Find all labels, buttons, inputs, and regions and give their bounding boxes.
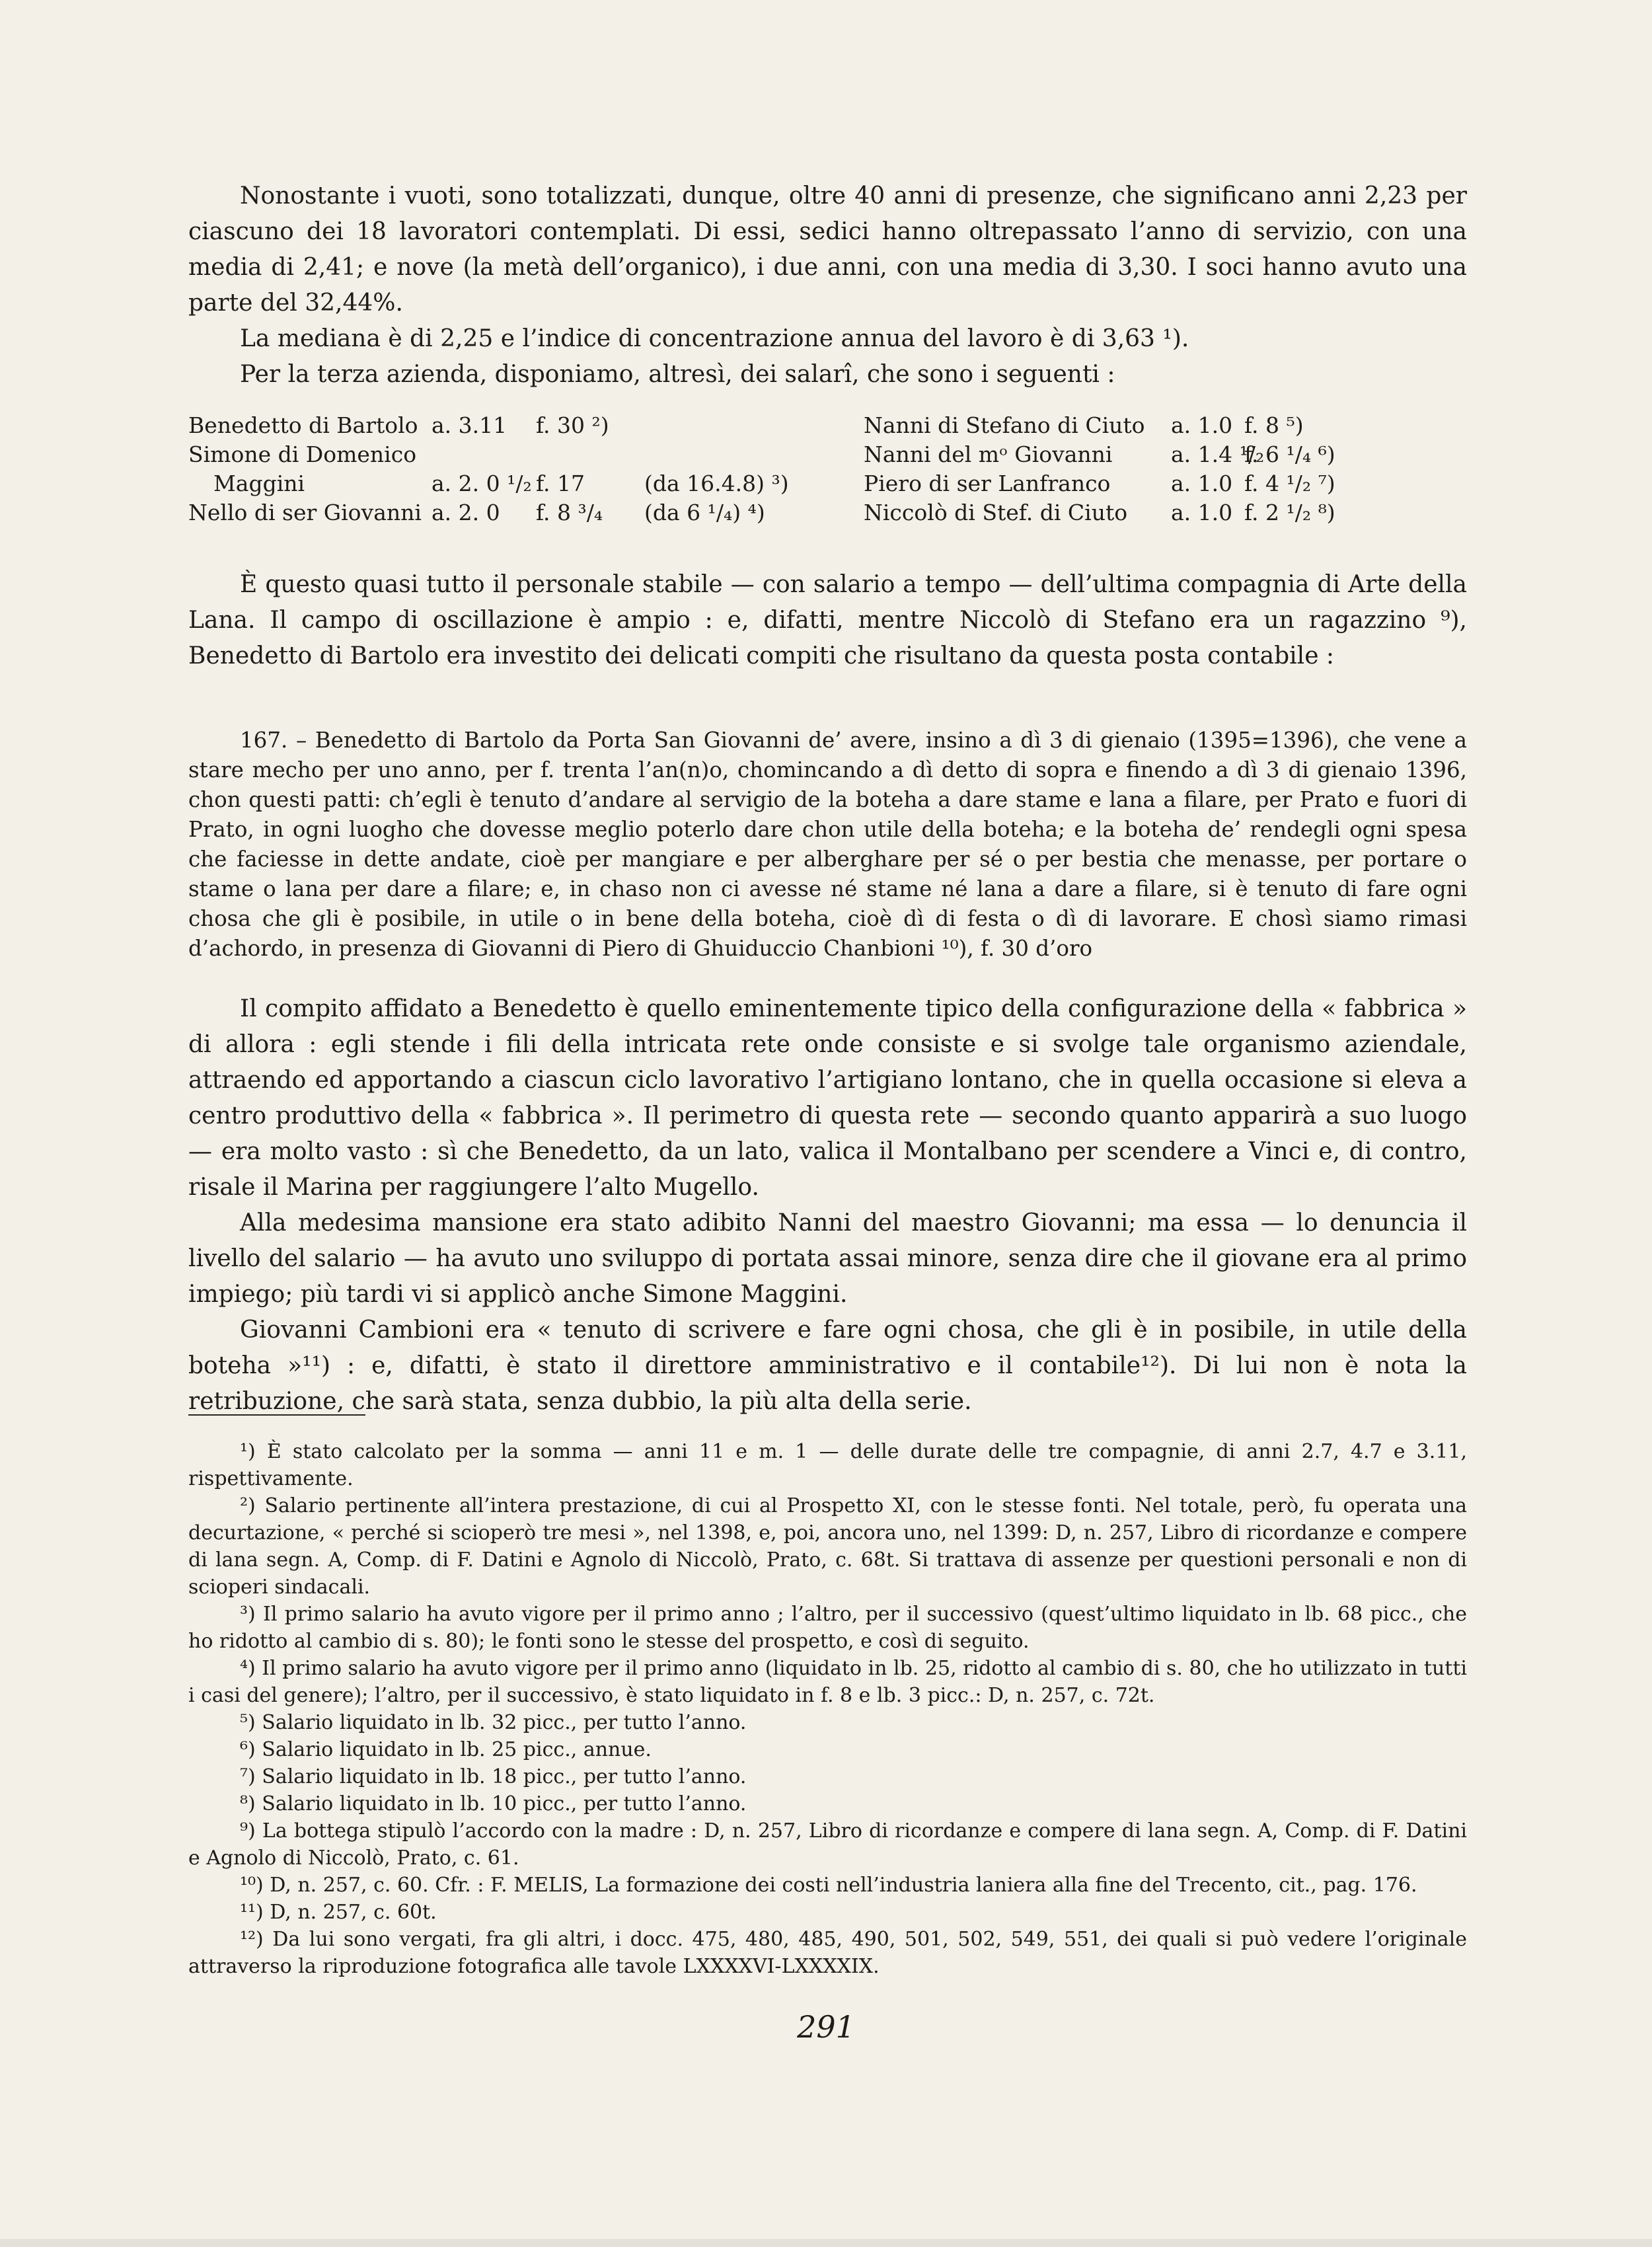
worker-name: Benedetto di Bartolo [188,412,418,438]
ledger-entry [188,726,1467,964]
worker-years: a. 1.0 [1171,500,1233,525]
footnote: ⁴) Il primo salario ha avuto vigore per il primo anno (liquidato in lb. 25, ridotto al cambio di s. 80, che ho utilizzato in tutti i casi del genere); l’altro, per il successivo, è stato liquidato in f. 8 e lb. 3 picc.: D, n. 257, c. 72t. [188,1657,1467,1707]
footnote: ⁶) Salario liquidato in lb. 25 picc., annue. [240,1738,652,1761]
worker-pay: f. 8 ³/₄ [536,500,603,525]
footnote: ³) Il primo salario ha avuto vigore per il primo anno ; l’altro, per il successivo (quest’ultimo liquidato in lb. 68 picc., che ho ridotto al cambio di s. 80); le fonti sono le stesse del prospetto, e così di seguito. [188,1603,1467,1653]
worker-name: Niccolò di Stef. di Ciuto [864,500,1128,525]
intro-paragraph: Nonostante i vuoti, sono totalizzati, dunque, oltre 40 anni di presenze, che significano anni 2,23 per ciascuno dei 18 lavoratori contemplati. Di essi, sedici hanno oltrepassato l’anno di servizio, con una media di 2,41; e nove (la metà dell’organico), i due anni, con una media di 3,30. I soci hanno avuto una parte del 32,44%. [188,182,1467,317]
footnote: ¹¹) D, n. 257, c. 60t. [240,1901,437,1924]
worker-pay: f. 6 ¹/₄ ⁶) [1244,441,1335,467]
worker-pay: f. 2 ¹/₂ ⁸) [1244,500,1335,525]
page-number: 291 [797,2009,855,2045]
worker-pay-note: (da 16.4.8) ³) [644,471,789,496]
body-paragraph: Alla medesima mansione era stato adibito Nanni del maestro Giovanni; ma essa — lo denuncia il livello del salario — ha avuto uno sviluppo di portata assai minore, senza dire che il giovane era al primo impiego; più tardi vi si applicò anche Simone Maggini. [188,1209,1467,1308]
worker-years: a. 1.0 [1171,471,1233,496]
worker-pay: f. 17 [536,471,585,496]
footnote: ²) Salario pertinente all’intera prestazione, di cui al Prospetto XI, con le stesse fonti. Nel totale, però, fu operata una decurtazione, « perché si scioperò tre mesi », nel 1398, e, poi, ancora uno, nel 1399: D, n. 257, Libro di ricordanze e compere di lana segn. A, Comp. di F. Datini e Agnolo di Niccolò, Prato, c. 68t. Si trattava di assenze per questioni personali e non di scioperi sindacali. [188,1494,1467,1599]
scan-edge [0,2239,1652,2247]
salary-row [188,440,1470,469]
worker-years: a. 1.4 ¹/₂ [1171,441,1265,467]
worker-pay-note: (da 6 ¹/₄) ⁴) [644,500,765,525]
intro-section [188,178,1467,393]
worker-name: Maggini [213,471,305,496]
footnote: ¹) È stato calcolato per la somma — anni 11 e m. 1 — delle durate delle tre compagnie, di anni 2.7, 4.7 e 3.11, rispettivamente. [188,1440,1467,1490]
body-section [188,991,1467,1420]
worker-name: Simone di Domenico [188,441,417,467]
worker-pay: f. 4 ¹/₂ ⁷) [1244,471,1335,496]
body-paragraph: Il compito affidato a Benedetto è quello eminentemente tipico della configurazione della « fabbrica » di allora : egli stende i fili della intricata rete onde consiste e si svolge tale organismo aziendale, attraendo ed apportando a ciascun ciclo lavorativo l’artigiano lontano, che in quella occasione si eleva a centro produttivo della « fabbrica ». Il perimetro di questa rete — secondo quanto apparirà a suo luogo — era molto vasto : sì che Benedetto, da un lato, valica il Montalbano per scendere a Vinci e, di contro, risale il Marina per raggiungere l’alto Mugello. [188,995,1467,1201]
worker-pay: f. 8 ⁵) [1244,412,1304,438]
worker-years: a. 2. 0 ¹/₂ [432,471,532,496]
worker-years: a. 3.11 [432,412,507,438]
footnote: ⁸) Salario liquidato in lb. 10 picc., per tutto l’anno. [240,1792,747,1815]
worker-name: Piero di ser Lanfranco [864,471,1111,496]
salary-row [188,469,1470,498]
footnote: ¹⁰) D, n. 257, c. 60. Cfr. : F. MELIS, La formazione dei costi nell’industria laniera alla fine del Trecento, cit., pag. 176. [240,1874,1417,1897]
salary-row [188,411,1470,440]
worker-years: a. 1.0 [1171,412,1233,438]
worker-name: Nanni del mᵒ Giovanni [864,441,1113,467]
footnote: ⁷) Salario liquidato in lb. 18 picc., per tutto l’anno. [240,1765,747,1788]
ledger-entry-text: 167. – Benedetto di Bartolo da Porta San Giovanni de’ avere, insino a dì 3 di gienaio (1395=1396), che vene a stare mecho per uno anno, per f. trenta l’an(n)o, chomincando a dì detto di sopra e finendo a dì 3 di gienaio 1396, chon questi patti: ch’egli è tenuto d’andare al servigio de la boteha a dare stame e lana a filare, per Prato e fuori di Prato, in ogni luogho che dovesse meglio poterlo dare chon utile della boteha; e la boteha de’ rendegli ogni spesa che faciesse in dette andate, cioè per mangiare e per alberghare per sé o per bestia che menasse, per portare o stame o lana per dare a filare; e, in chaso non ci avesse né stame né lana a dare a filare, si è tenuto di fare ogni chosa che gli è posibile, in utile o in bene della boteha, cioè dì di festa o dì di lavorare. E chosì siamo rimasi d’achordo, in presenza di Giovanni di Piero di Ghuiduccio Chanbioni ¹⁰), f. 30 d’oro [188,728,1467,961]
personnel-section [188,567,1467,674]
intro-paragraph: Per la terza azienda, disponiamo, altresì, dei salarî, che sono i seguenti : [240,361,1115,388]
footnote: ¹²) Da lui sono vergati, fra gli altri, i docc. 475, 480, 485, 490, 501, 502, 549, 551, dei quali si può vedere l’originale attraverso la riproduzione fotografica alle tavole LXXXXVI-LXXXXIX. [188,1928,1467,1978]
footnote: ⁹) La bottega stipulò l’accordo con la madre : D, n. 257, Libro di ricordanze e compere di lana segn. A, Comp. di F. Datini e Agnolo di Niccolò, Prato, c. 61. [188,1819,1467,1870]
body-paragraph: È questo quasi tutto il personale stabile — con salario a tempo — dell’ultima compagnia di Arte della Lana. Il campo di oscillazione è ampio : e, difatti, mentre Niccolò di Stefano era un ragazzino ⁹), Benedetto di Bartolo era investito dei delicati compiti che risultano da questa posta contabile : [188,571,1467,669]
worker-name: Nello di ser Giovanni [188,500,422,525]
footnote: ⁵) Salario liquidato in lb. 32 picc., per tutto l’anno. [240,1711,747,1734]
body-paragraph: Giovanni Cambioni era « tenuto di scrivere e fare ogni chosa, che gli è in posibile, in utile della boteha »¹¹) : e, difatti, è stato il direttore amministrativo e il contabile¹²). Di lui non è nota la retribuzione, che sarà stata, senza dubbio, la più alta della serie. [188,1316,1467,1415]
worker-name: Nanni di Stefano di Ciuto [864,412,1145,438]
intro-paragraph: La mediana è di 2,25 e l’indice di concentrazione annua del lavoro è di 3,63 ¹). [240,325,1189,352]
footnote-divider [188,1414,365,1416]
worker-years: a. 2. 0 [432,500,500,525]
salary-table [188,411,1470,527]
salary-row [188,498,1470,527]
worker-pay: f. 30 ²) [536,412,609,438]
footnotes [188,1438,1467,1980]
